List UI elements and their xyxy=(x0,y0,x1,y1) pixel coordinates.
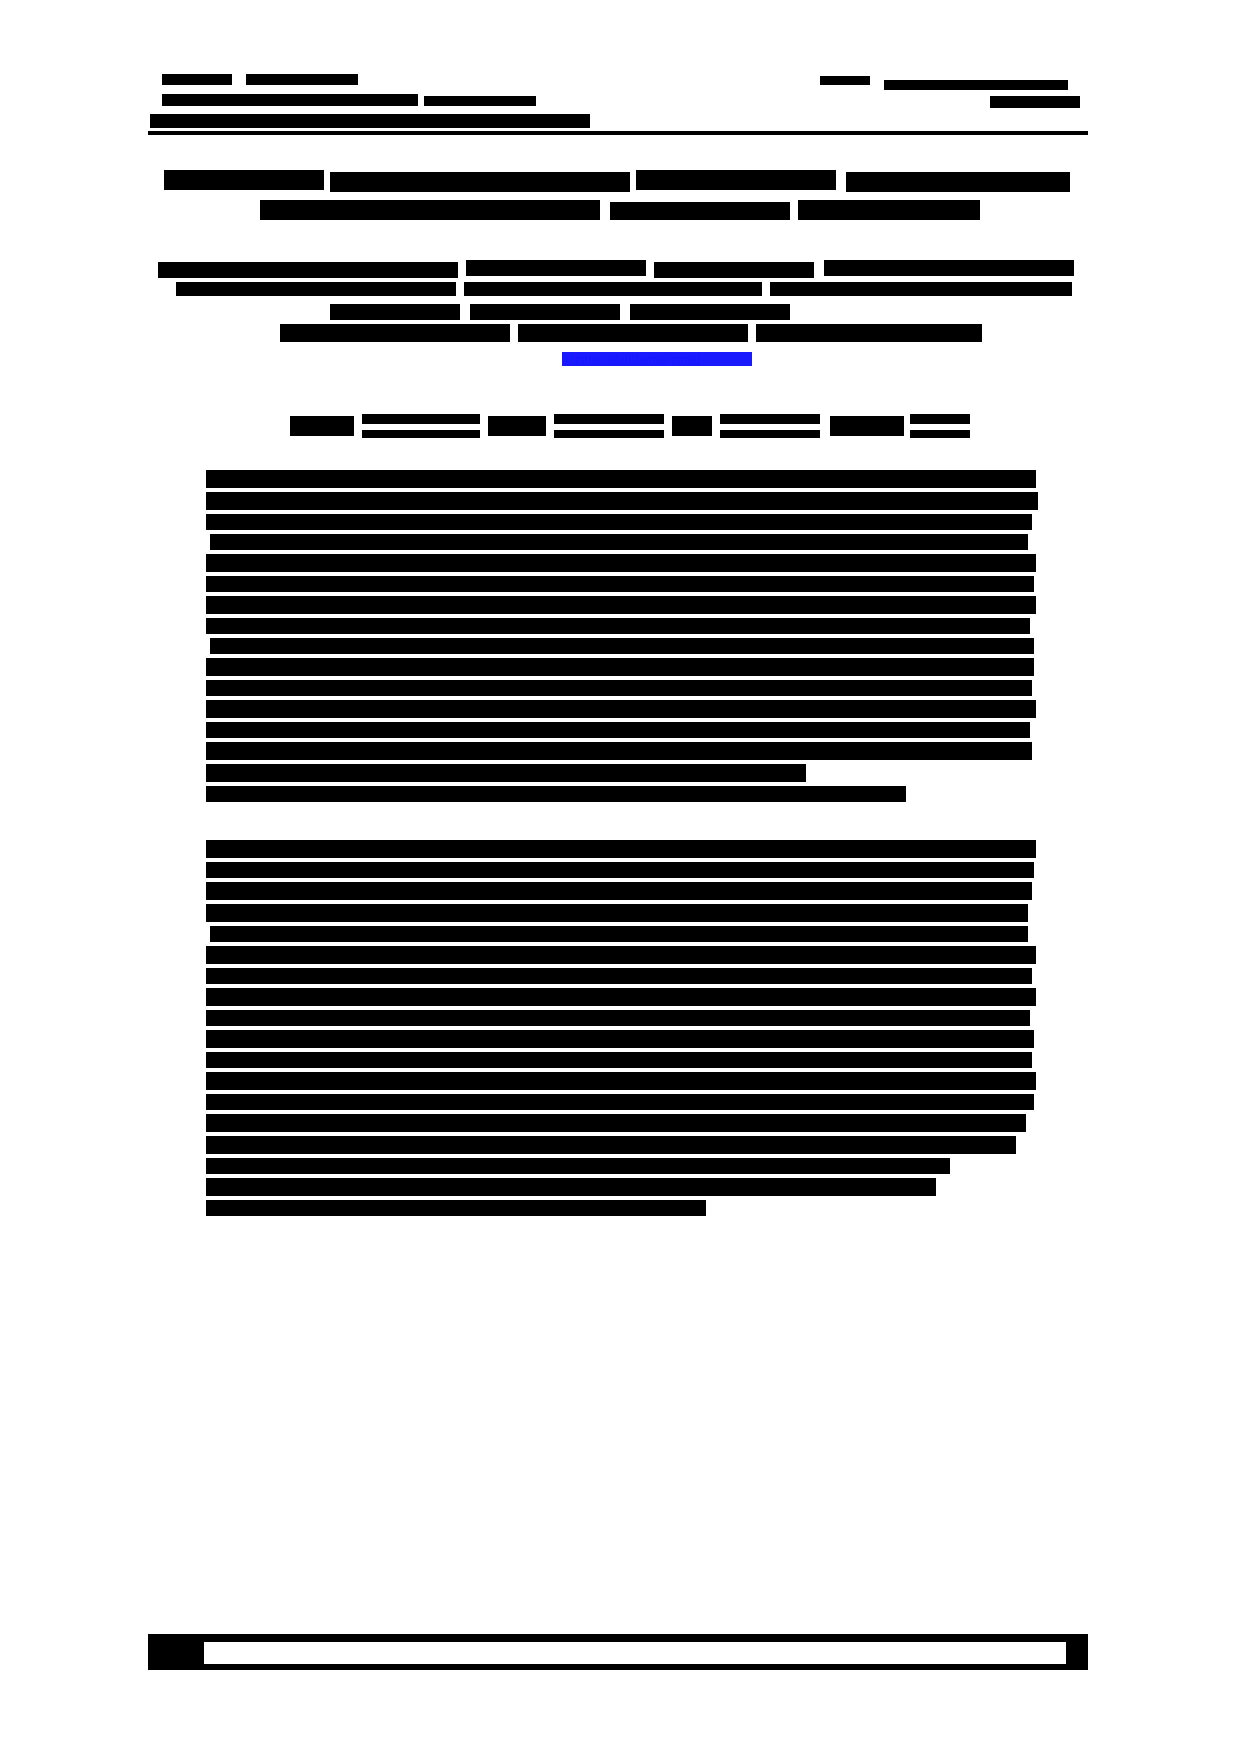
keyword-cell-1 xyxy=(290,416,354,436)
keyword-cell-11 xyxy=(910,414,970,424)
keyword-cell-7 xyxy=(672,416,712,436)
keyword-cell-12 xyxy=(910,430,970,438)
authors-line1-seg1 xyxy=(158,262,458,278)
keyword-cell-4 xyxy=(488,416,546,436)
keyword-cell-3 xyxy=(362,430,480,438)
p2-line-16 xyxy=(206,1158,950,1174)
p2-line-5 xyxy=(210,926,1028,942)
title-line2-seg3 xyxy=(798,200,980,220)
p2-line-9 xyxy=(206,1010,1030,1026)
header-divider-rule xyxy=(148,131,1088,135)
footer-rule xyxy=(148,1634,1088,1642)
header-right-line1 xyxy=(820,76,870,85)
keyword-cell-8 xyxy=(720,414,820,424)
p2-line-6 xyxy=(206,946,1036,964)
authors-line2-seg2 xyxy=(464,282,762,296)
affiliation-line1-seg1 xyxy=(330,304,460,320)
keyword-cell-10 xyxy=(830,416,904,436)
affiliation-line2-seg2 xyxy=(518,324,748,342)
title-line2-seg1 xyxy=(260,200,600,220)
authors-line1-seg3 xyxy=(654,262,814,278)
p1-line-11 xyxy=(206,680,1032,696)
p1-line-15 xyxy=(206,764,806,782)
affiliation-line2-seg3 xyxy=(756,324,982,342)
p2-line-17 xyxy=(206,1178,936,1196)
p2-line-13 xyxy=(206,1094,1034,1110)
p2-line-18 xyxy=(206,1200,706,1216)
contact-email-link[interactable]: hurstmontbullhorn@gmail xyxy=(562,352,752,366)
header-left-line2 xyxy=(162,94,418,106)
p1-line-8 xyxy=(206,618,1030,634)
keyword-cell-2 xyxy=(362,414,480,424)
p1-line-12 xyxy=(206,700,1036,718)
p1-line-16 xyxy=(206,786,906,802)
title-line1-seg4 xyxy=(846,172,1070,192)
keyword-cell-5 xyxy=(554,414,664,424)
header-left-line1 xyxy=(162,74,232,85)
p1-line-14 xyxy=(206,742,1032,760)
p1-line-3 xyxy=(206,514,1032,530)
header-right-line1b xyxy=(884,80,1068,90)
p1-line-13 xyxy=(206,722,1030,738)
title-line1-seg2 xyxy=(330,172,630,192)
p1-line-6 xyxy=(206,576,1034,592)
p1-line-7 xyxy=(206,596,1036,614)
p1-line-4 xyxy=(210,534,1028,550)
p2-line-4 xyxy=(206,904,1028,922)
keyword-cell-9 xyxy=(720,430,820,438)
authors-line2-seg1 xyxy=(176,282,456,296)
p2-line-3 xyxy=(206,882,1032,900)
p1-line-10 xyxy=(206,658,1034,676)
p2-line-10 xyxy=(206,1030,1034,1048)
p2-line-12 xyxy=(206,1072,1036,1090)
p2-line-14 xyxy=(206,1114,1026,1132)
title-line1-seg1 xyxy=(164,170,324,190)
p1-line-1 xyxy=(206,470,1036,488)
authors-line1-seg4 xyxy=(824,260,1074,276)
affiliation-line1-seg3 xyxy=(630,304,790,320)
p2-line-11 xyxy=(206,1052,1032,1068)
header-right-line2 xyxy=(990,96,1080,108)
p2-line-1 xyxy=(206,840,1036,858)
keyword-cell-6 xyxy=(554,430,664,438)
p1-line-9 xyxy=(210,638,1034,654)
authors-line2-seg3 xyxy=(770,282,1072,296)
p2-line-2 xyxy=(206,862,1034,878)
header-left-line2b xyxy=(424,96,536,106)
p1-line-2 xyxy=(206,492,1038,510)
keyword-row xyxy=(290,412,970,438)
p1-line-5 xyxy=(206,554,1036,572)
affiliation-line1-seg2 xyxy=(470,304,620,320)
title-line1-seg3 xyxy=(636,170,836,190)
p2-line-7 xyxy=(206,968,1032,984)
p2-line-15 xyxy=(206,1136,1016,1154)
footer-bottom-rule xyxy=(148,1664,1088,1670)
p2-line-8 xyxy=(206,988,1036,1006)
affiliation-line2-seg1 xyxy=(280,324,510,342)
authors-line1-seg2 xyxy=(466,260,646,276)
header-line3 xyxy=(150,114,590,128)
header-left-line1b xyxy=(246,74,358,85)
title-line2-seg2 xyxy=(610,202,790,220)
